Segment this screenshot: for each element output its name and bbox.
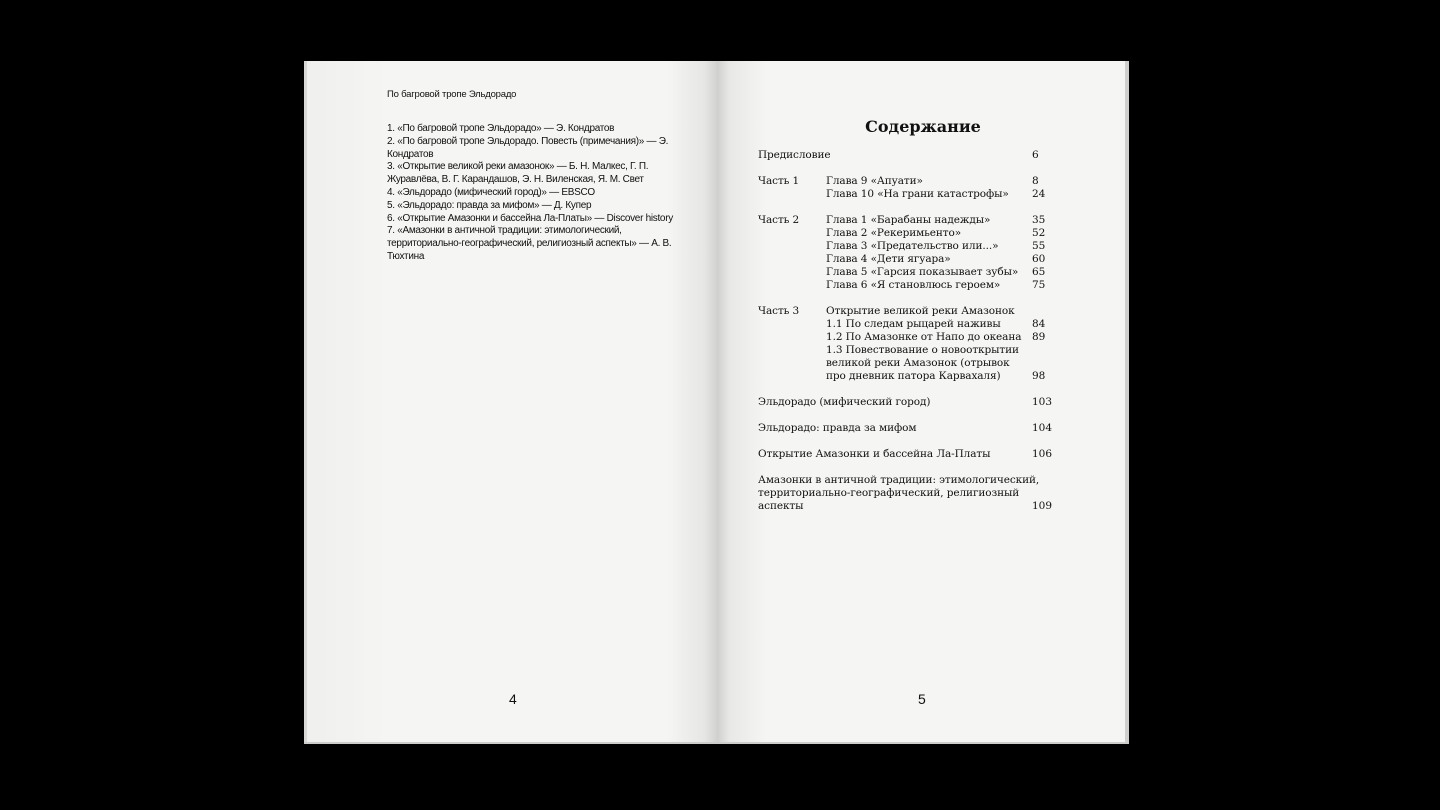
toc-entry-page: 55 [1032,240,1046,252]
source-item: 3. «Открытие великой реки амазонок» — Б. Н. Малкес, Г. П. Журавлёва, В. Г. Карандашов, Э. Н. Виленская, Я. М. Свет [387,161,649,186]
left-page [304,61,717,744]
toc-entry-page: 65 [1032,266,1046,278]
book-spread [304,61,1129,744]
source-item: 4. «Эльдорадо (мифический город)» — EBSCO [387,186,595,198]
toc-entry-label: Глава 10 «На грани катастрофы» [826,188,1009,200]
running-head: По багровой тропе Эльдорадо [387,89,517,100]
page-edge [1125,61,1129,744]
toc-entry-label: Глава 6 «Я становлюсь героем» [826,279,1001,291]
toc-entry-page: 35 [1032,214,1046,226]
source-item: 6. «Открытие Амазонки и бассейна Ла-Платы» — Discover history [387,212,673,224]
source-item: 2. «По багровой тропе Эльдорадо. Повесть (примечания)» — Э. Кондратов [387,135,669,160]
toc-entry-page: 106 [1032,448,1053,460]
toc-entry-label-line: про дневник патора Карвахаля) [826,370,1001,382]
page-number: 5 [918,691,926,707]
toc-entry-label: Эльдорадо (мифический город) [758,396,931,408]
toc-entry-label: Глава 9 «Апуати» [826,175,923,187]
toc-entry-label: Эльдорадо: правда за мифом [758,422,917,434]
toc-entry-label: Глава 5 «Гарсия показывает зубы» [826,266,1019,278]
toc-entry-label-line: аспекты [758,500,804,512]
toc-entry-page: 98 [1032,370,1046,382]
part-label: Часть 1 [758,175,800,187]
toc-entry-label-line: Амазонки в античной традиции: этимологический, [758,474,1040,486]
toc-entry-page: 89 [1032,331,1046,343]
source-item: 1. «По багровой тропе Эльдорадо» — Э. Кондратов [387,123,615,134]
toc-entry-label: Открытие Амазонки и бассейна Ла-Платы [758,448,991,460]
toc-entry-page: 103 [1032,396,1053,408]
toc-entry-page: 52 [1032,227,1046,239]
toc-entry-label-line: территориально-географический, религиозный [758,487,1020,499]
page-edge [304,61,307,744]
toc-entry-label: Глава 2 «Рекеримьенто» [826,227,962,239]
toc-entry-label: Глава 3 «Предательство или...» [826,240,999,252]
toc-entry-label: Предисловие [758,149,831,161]
toc-entry-label: Глава 4 «Дети ягуара» [826,253,951,265]
part-heading: Открытие великой реки Амазонок [826,305,1015,317]
toc-entry-label: 1.1 По следам рыцарей наживы [826,318,1001,330]
toc-entry-page: 8 [1032,175,1039,187]
page-number: 4 [509,691,517,707]
part-label: Часть 3 [758,305,800,317]
toc-entry-label: 1.2 По Амазонке от Напо до океана [826,331,1022,343]
part-label: Часть 2 [758,214,800,226]
toc-entry-page: 84 [1032,318,1046,330]
toc-entry-label: Глава 1 «Барабаны надежды» [826,214,991,226]
toc-entry-page: 104 [1032,422,1053,434]
sources-list [387,123,687,264]
toc-title: Содержание [865,117,981,136]
toc-entry-label-line: 1.3 Повествование о новооткрытии [826,344,1019,356]
source-item: 5. «Эльдорадо: правда за мифом» — Д. Купер [387,199,592,211]
page-edge [717,742,1129,744]
toc-entry-label-line: великой реки Амазонок (отрывок [826,357,1010,369]
page-edge [304,742,717,744]
toc-entry-page: 75 [1032,279,1046,291]
source-item: 7. «Амазонки в античной традиции: этимологический, территориально-географический, религиозный аспекты» — А. В. Тюхтина [387,225,672,262]
toc-entry-page: 24 [1032,188,1046,200]
right-page [717,61,1129,744]
toc-entry-page: 109 [1032,500,1053,512]
toc-entry-page: 6 [1032,149,1039,161]
toc-entry-page: 60 [1032,253,1046,265]
